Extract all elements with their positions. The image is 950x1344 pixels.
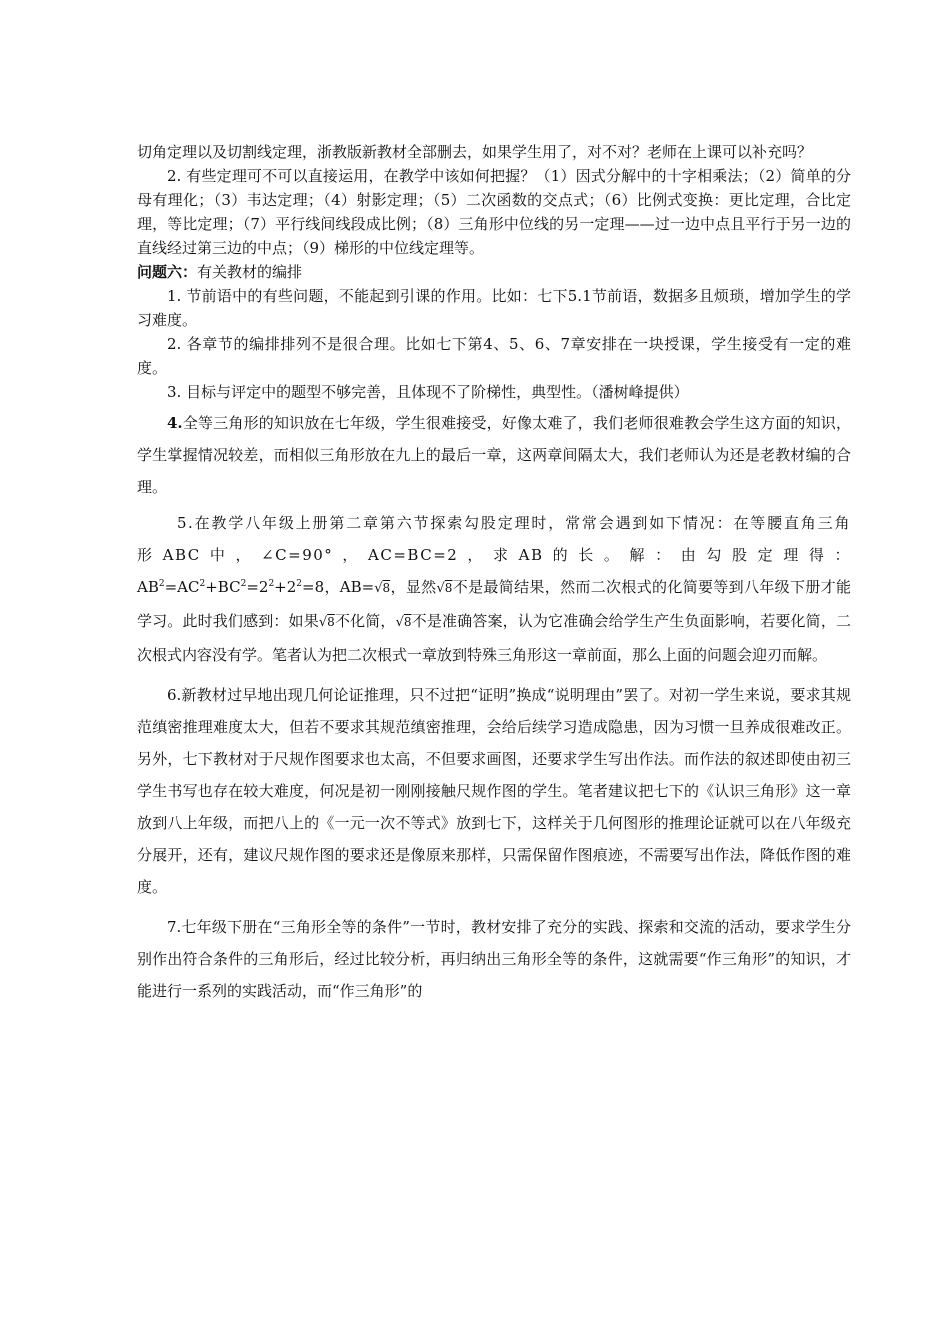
paragraph-item-5 <box>137 507 851 671</box>
radical-sqrt8 <box>374 581 390 596</box>
paragraph-item-4 <box>137 407 851 503</box>
item-5-text-d: 不化简， <box>334 612 396 630</box>
radical-sqrt8 <box>437 581 453 596</box>
paragraph-item-7: 7.七年级下册在“三角形全等的条件”一节时，教材安排了充分的实践、探索和交流的活动，要求学生分别作出符合条件的三角形后，经过比较分析，再归纳出三角形全等的条件，这就需要“作三角形”的知识，才能进行一系列的实践活动，而“作三角形”的 <box>137 918 851 1000</box>
radical-value: 8 <box>403 615 412 629</box>
radical-sign-icon: √ <box>318 615 328 630</box>
formula-part-5: =8，AB= <box>302 578 375 596</box>
paragraph-item-3 <box>137 380 851 404</box>
item-5-text-e: 不是准确答案，认为它准确会给学生产生负面影响，若要化简，二次根式内容没有学。笔者认为把二次根式一章放到特殊三角形这一章前面，那么上面的问题会迎刃而解。 <box>137 612 851 664</box>
item-3-credit: （潘树峰提供） <box>591 383 689 401</box>
formula-superscript: 2 <box>268 579 275 589</box>
item-5-text-c: 不是最简结果，然而二次根式的化简要等到八年级下册才能学习。此时我们感到：如果 <box>137 578 851 630</box>
document-page <box>137 140 851 1007</box>
radical-sign-icon: √ <box>395 615 404 630</box>
formula-part-4: +2 <box>274 578 297 596</box>
item-3-text: 3. 目标与评定中的题型不够完善，且体现不了阶梯性，典型性。 <box>167 383 592 401</box>
radical-sign-icon: √ <box>374 581 383 596</box>
formula-part-1: =AC <box>164 578 200 596</box>
item-5-text-b: ，显然 <box>390 578 437 596</box>
paragraph-item-1: 1. 节前语中的有些问题，不能起到引课的作用。比如：七下5.1节前语，数据多且烦琐，增加学生的学习难度。 <box>137 287 851 329</box>
radical-value: 8 <box>327 615 335 629</box>
section-heading <box>137 260 851 284</box>
formula-ab-label: AB <box>137 578 159 596</box>
paragraph-theorem-question: 2. 有些定理可不可以直接运用，在教学中该如何把握？（1）因式分解中的十字相乘法；（2）简单的分母有理化；（3）韦达定理；（4）射影定理；（5）二次函数的交点式；（6）比例式变换：更比定理，合比定理，等比定理；（7）平行线间线段成比例；（8）三角形中位线的另一定理——过一边中点且平行于另一边的直线经过第三边的中点；（9）梯形的中位线定理等。 <box>137 167 851 257</box>
paragraph-continuation: 切角定理以及切割线定理，浙教版新教材全部删去，如果学生用了，对不对？老师在上课可以补充吗？ <box>137 143 813 161</box>
formula-part-2: +BC <box>205 578 241 596</box>
formula-superscript: 2 <box>199 579 206 589</box>
item-5-text-a: 5.在教学八年级上册第二章第六节探索勾股定理时，常常会遇到如下情况：在等腰直角三角形ABC中，∠C=90°，AC=BC=2，求AB的长。解：由勾股定理得： <box>137 514 851 564</box>
radical-sqrt8 <box>319 615 335 630</box>
item-4-number: 4. <box>167 414 183 432</box>
section-heading-text: 有关教材的编排 <box>197 263 303 281</box>
radical-sign-icon: √ <box>436 581 445 596</box>
section-heading-label: 问题六： <box>137 263 198 281</box>
paragraph-item-6: 6.新教材过早地出现几何论证推理，只不过把“证明”换成“说明理由”罢了。对初一学生来说，要求其规范缜密推理难度太大，但若不要求其规范缜密推理，会给后续学习造成隐患，因为习惯一旦养成很难改正。另外，七下教材对于尺规作图要求也太高，不但要求画图，还要求学生写出作法。而作法的叙述即使由初三学生书写也存在较大难度，何况是初一刚刚接触尺规作图的学生。笔者建议把七下的《认识三角形》这一章放到八上年级，而把八上的《一元一次不等式》放到七下，这样关于几何图形的推理论证就可以在八年级充分展开，还有，建议尺规作图的要求还是像原来那样，只需保留作图痕迹，不需要写出作法，降低作图的难度。 <box>137 686 851 896</box>
radical-value: 8 <box>382 581 391 595</box>
paragraph-item-2: 2. 各章节的编排排列不是很合理。比如七下第4、5、6、7章安排在一块授课，学生接受有一定的难度。 <box>137 335 851 377</box>
item-4-text: 全等三角形的知识放在七年级，学生很难接受，好像太难了，我们老师很难教会学生这方面的知识，学生掌握情况较差，而相似三角形放在九上的最后一章，这两章间隔太大，我们老师认为还是老教材编的合理。 <box>137 414 851 496</box>
formula-part-3: =2 <box>246 578 269 596</box>
radical-value: 8 <box>444 581 453 595</box>
formula-superscript: 2 <box>296 579 303 589</box>
formula-superscript: 2 <box>158 579 165 589</box>
formula-superscript: 2 <box>240 579 247 589</box>
radical-sqrt8 <box>396 615 412 630</box>
